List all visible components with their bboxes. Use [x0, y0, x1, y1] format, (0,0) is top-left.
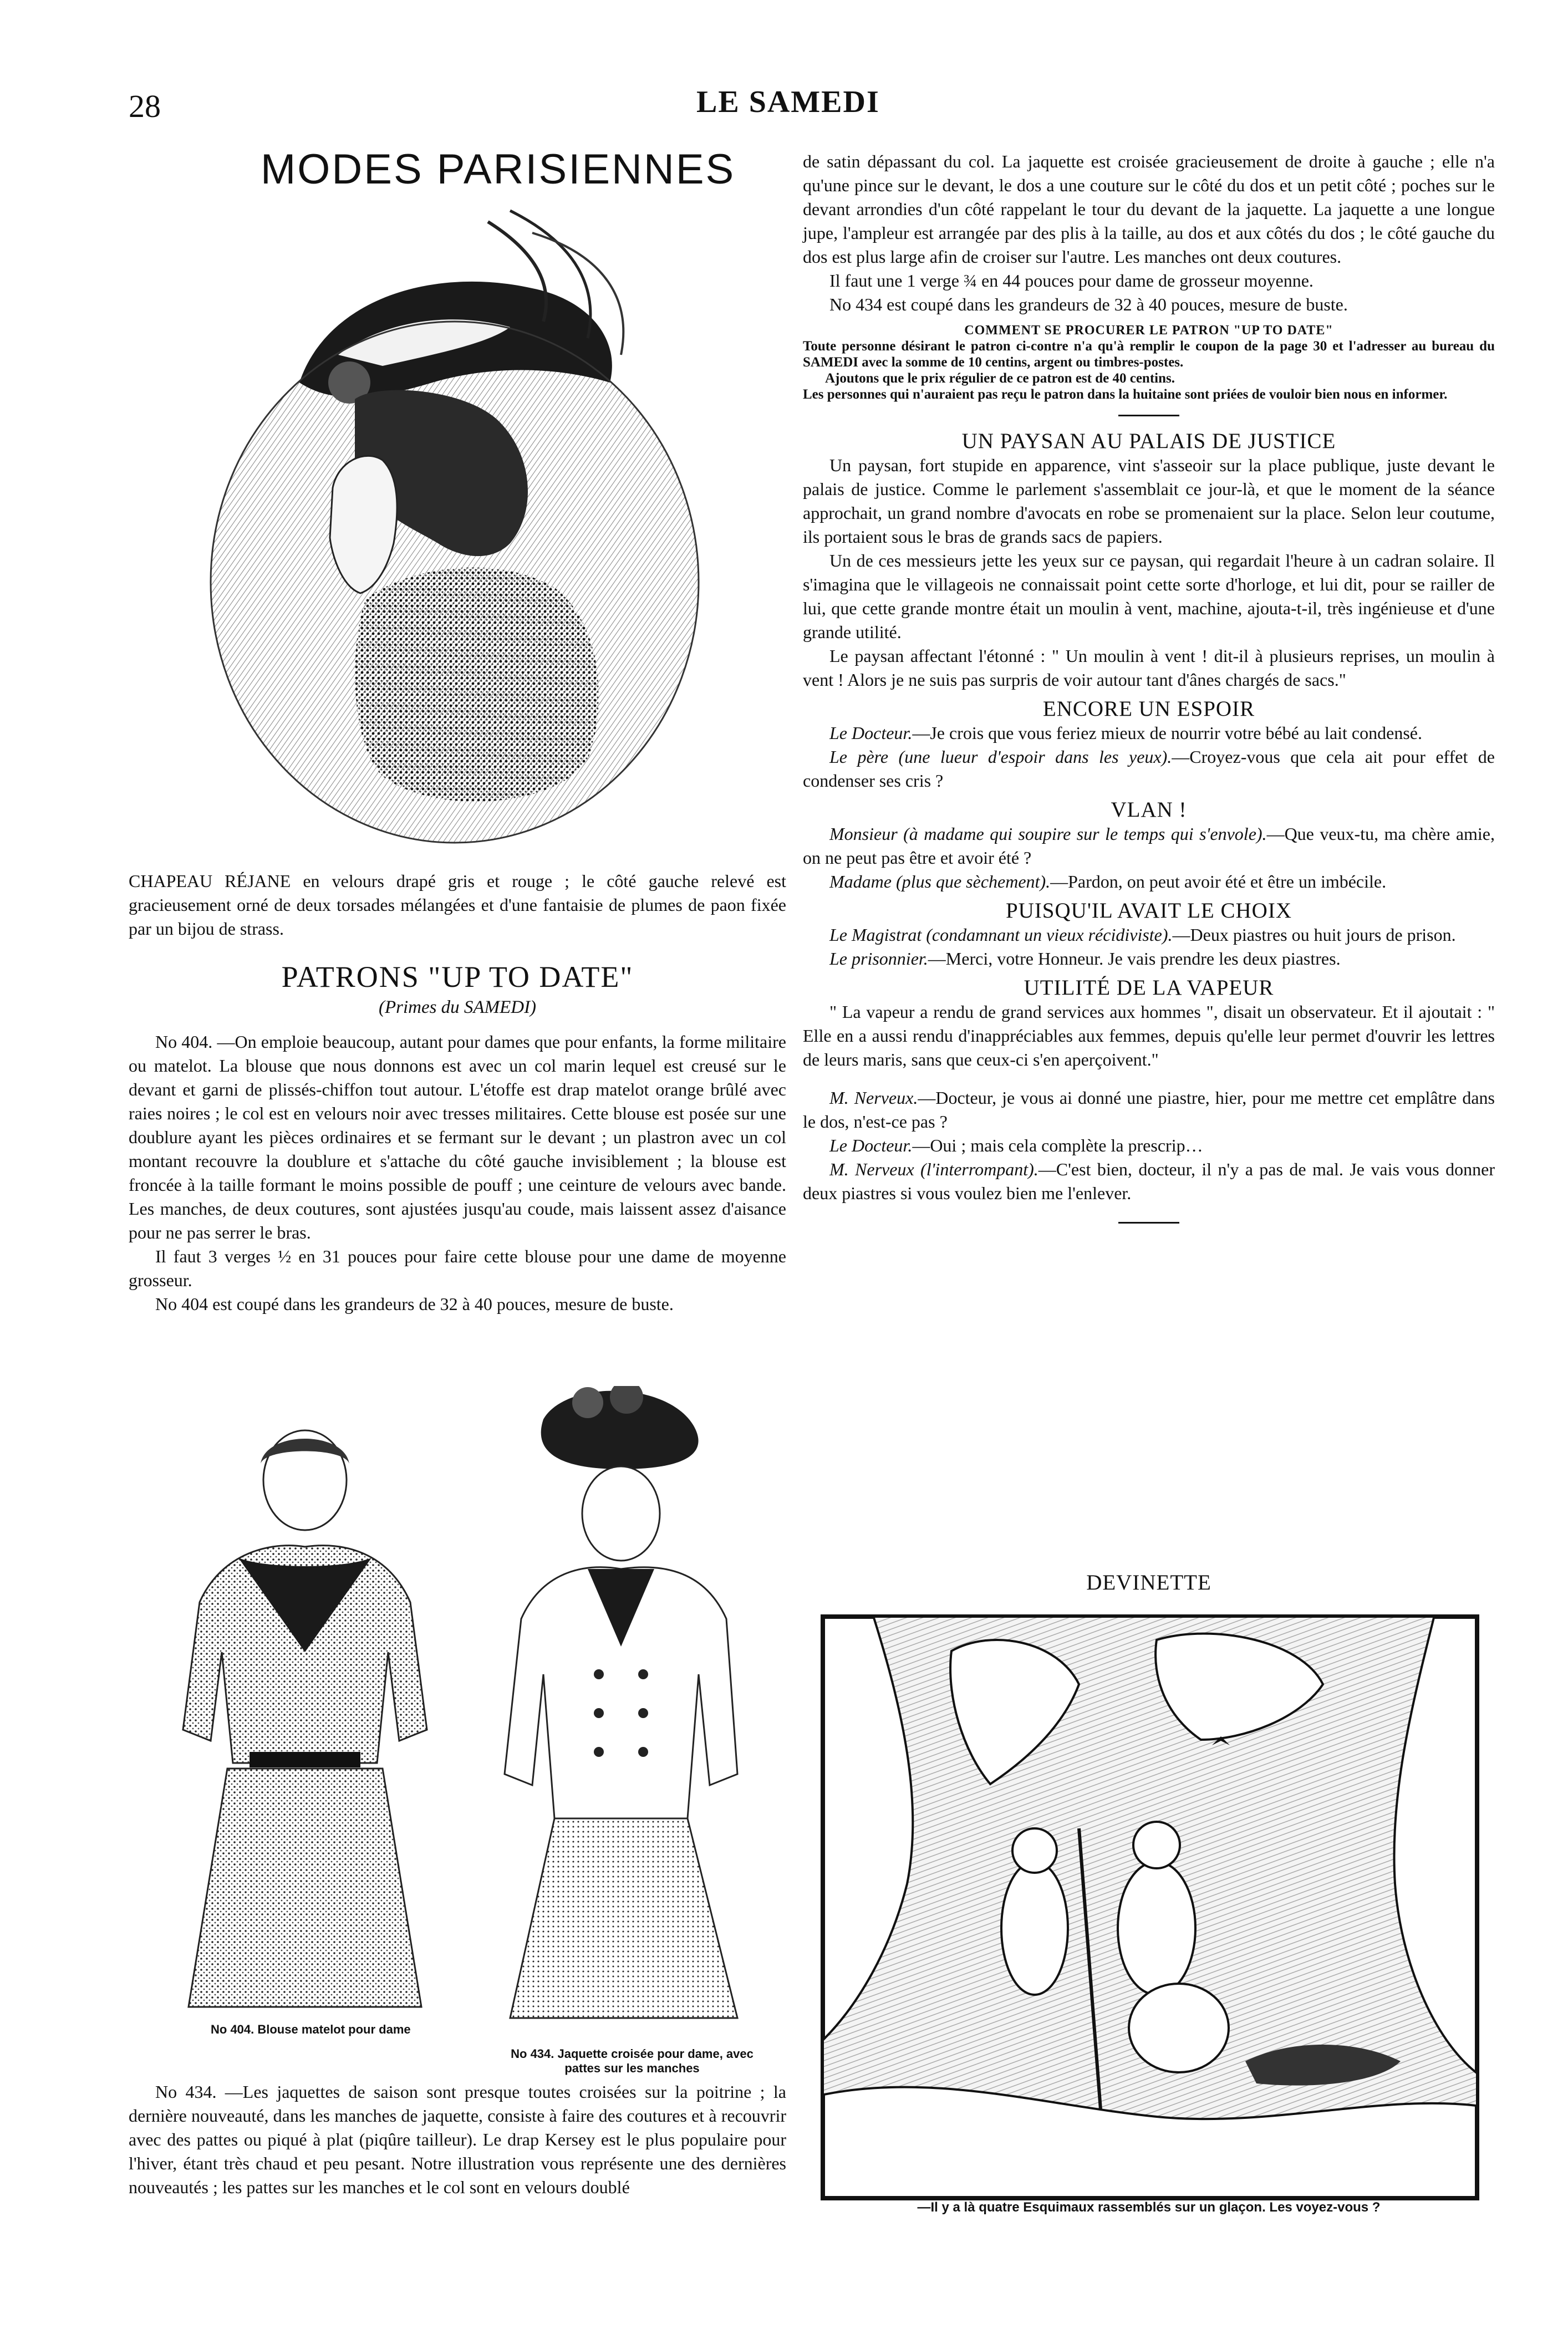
- espoir-line-1: [803, 721, 1495, 745]
- pattern-434-description: No 434. —Les jaquettes de saison sont presque toutes croisées sur la poitrine ; la dernière nouveauté, dans les manches de jaquette, consiste à faire des coutures et à recouvrir avec des pattes ou piqué à plat (piqûre tailleur). Le drap Kersey est le plus populaire pour l'hiver, étant très chaud et peu pesant. Notre illustration vous représente une des dernières nouveautés ; les pattes sur les manches et le col sont en velours doublé: [129, 2082, 786, 2197]
- vlan-line-1: [803, 822, 1495, 870]
- vlan-speaker-1: Monsieur (à madame qui soupire sur le temps qui s'envole).: [829, 824, 1267, 844]
- nerveux-speaker-1: M. Nerveux.: [829, 1088, 918, 1108]
- espoir-title: ENCORE UN ESPOIR: [1042, 697, 1255, 721]
- blouse-404-illustration: [166, 1419, 455, 2018]
- vlan-title: VLAN !: [1111, 798, 1187, 822]
- jacket-434-illustration: [477, 1386, 776, 2029]
- nerveux-line-2: [803, 1134, 1495, 1158]
- vlan-speaker-2: Madame (plus que sèchement).: [829, 872, 1051, 891]
- choix-line-1: [803, 923, 1495, 947]
- paysan-paragraph-1: Un paysan, fort stupide en apparence, vint s'asseoir sur la place publique, juste devant le palais de justice. Comme le parlement s'assemblait ce jour-là, et que le moment de la séance approchait, un grand nombre d'avocats en robe se promenaient sur la place. Selon leur coutume, ils portaient sous le bras de grands sacs de papiers.: [803, 455, 1495, 547]
- choix-speaker-2: Le prisonnier.: [829, 949, 928, 969]
- devinette-puzzle-illustration: [821, 1614, 1479, 2200]
- section-divider-2: [1118, 1222, 1179, 1224]
- pattern-order-notice: Les personnes qui n'auraient pas reçu le patron dans la huitaine sont priées de vouloir bien nous en informer.: [803, 387, 1448, 402]
- choix-text-1: —Deux piastres ou huit jours de prison.: [1172, 925, 1456, 945]
- pattern-404-sizes: No 404 est coupé dans les grandeurs de 32 à 40 pouces, mesure de buste.: [155, 1294, 674, 1314]
- espoir-text-1: —Je crois que vous feriez mieux de nourrir votre bébé au lait condensé.: [912, 723, 1422, 743]
- choix-title: PUISQU'IL AVAIT LE CHOIX: [1005, 899, 1292, 923]
- hat-portrait-illustration: [200, 200, 710, 859]
- choix-text-2: —Merci, votre Honneur. Je vais prendre les deux piastres.: [928, 949, 1341, 969]
- pattern-404-quantity: Il faut 3 verges ½ en 31 pouces pour faire cette blouse pour une dame de moyenne grosseur.: [129, 1246, 786, 1290]
- espoir-speaker-1: Le Docteur.: [829, 723, 913, 743]
- paysan-title: UN PAYSAN AU PALAIS DE JUSTICE: [961, 429, 1336, 453]
- devinette-title: DEVINETTE: [1086, 1571, 1211, 1594]
- jacket-434-caption: No 434. Jaquette croisée pour dame, avec pattes sur les manches: [511, 2047, 754, 2075]
- patrons-subtitle: (Primes du SAMEDI): [378, 997, 537, 1017]
- pattern-434-continued: de satin dépassant du col. La jaquette est croisée gracieusement de droite à gauche ; elle n'a qu'une pince sur le devant, le dos a une couture sur le côté du dos et un petit côté ; poches sur le devant arrondies d'un côté rappelant le tour du devant de la jaquette. La jaquette a une longue jupe, l'ampleur est arrangée par des plis à la taille, au dos et aux côtés du dos ; le côté gauche du dos est plus large afin de croiser sur l'autre. Les manches ont deux coutures.: [803, 151, 1495, 267]
- hat-caption: CHAPEAU RÉJANE en velours drapé gris et rouge ; le côté gauche relevé est gracieusement orné de deux torsades mélangées et d'une fantaisie de plumes de paon fixée par un bijou de strass.: [129, 871, 786, 939]
- blouse-404-caption: No 404. Blouse matelot pour dame: [211, 2022, 411, 2036]
- vlan-line-2: [803, 870, 1495, 894]
- nerveux-line-1: [803, 1086, 1495, 1134]
- section-divider: [1118, 415, 1179, 416]
- patrons-title: PATRONS "UP TO DATE": [281, 960, 634, 993]
- pattern-order-heading: COMMENT SE PROCURER LE PATRON "UP TO DATE": [964, 323, 1333, 338]
- nerveux-speaker-3: M. Nerveux (l'interrompant).: [829, 1159, 1038, 1179]
- pattern-404-description: No 404. —On emploie beaucoup, autant pour dames que pour enfants, la forme militaire ou matelot. La blouse que nous donnons est avec un col marin lequel est creusé sur le devant et garni de plissés-chiffon tout autour. L'étoffe est drap matelot orange brûlé avec raies noires ; le col est en velours noir avec tresses militaires. Cette blouse est posée sur une doublure ayant les pièces ordinaires et se fermant sur le devant ; un plastron avec un col montant recouvre la doublure et s'attache du côté gauche invisiblement ; la blouse est froncée à la taille formant le moins possible de pouff ; une ceinture de velours avec bande. Les manches, de deux coutures, sont ajustées jusqu'au coude, mais laissent assez d'aisance pour ne pas serrer le bras.: [129, 1032, 786, 1242]
- espoir-line-2: [803, 745, 1495, 793]
- pattern-434-quantity: Il faut une 1 verge ¾ en 44 pouces pour dame de grosseur moyenne.: [829, 271, 1314, 291]
- devinette-caption: —Il y a là quatre Esquimaux rassemblés sur un glaçon. Les voyez-vous ?: [917, 2200, 1381, 2215]
- nerveux-text-3: —C'est bien, docteur, il n'y a pas de mal. Je vais vous donner deux piastres si vous voulez bien me l'enlever.: [803, 1159, 1495, 1203]
- espoir-speaker-2: Le père (une lueur d'espoir dans les yeux).: [829, 747, 1172, 767]
- pattern-434-sizes: No 434 est coupé dans les grandeurs de 32 à 40 pouces, mesure de buste.: [829, 294, 1348, 314]
- masthead: LE SAMEDI: [696, 85, 880, 119]
- nerveux-text-2: —Oui ; mais cela complète la prescrip…: [912, 1135, 1203, 1155]
- page-number: 28: [129, 88, 161, 124]
- choix-speaker-1: Le Magistrat (condamnant un vieux récidiviste).: [829, 925, 1173, 945]
- espoir-text-2: —Croyez-vous que cela ait pour effet de condenser ses cris ?: [803, 747, 1495, 791]
- nerveux-text-1: —Docteur, je vous ai donné une piastre, hier, pour me mettre cet emplâtre dans le dos, n'est-ce pas ?: [803, 1088, 1495, 1132]
- vapeur-paragraph: " La vapeur a rendu de grand services aux hommes ", disait un observateur. Et il ajoutait : " Elle en a aussi rendu d'inappréciables aux femmes, depuis qu'elle leur permet d'ouvrir les lettres de leurs maris, sans que ceux-ci s'en aperçoivent.": [803, 1002, 1495, 1069]
- pattern-order-instructions: Toute personne désirant le patron ci-contre n'a qu'à remplir le coupon de la page 30 et l'adresser au bureau du SAMEDI avec la somme de 10 centins, argent ou timbres-postes.: [803, 339, 1495, 370]
- pattern-order-price: Ajoutons que le prix régulier de ce patron est de 40 centins.: [825, 371, 1175, 386]
- page-title: MODES PARISIENNES: [261, 146, 736, 193]
- vlan-text-2: —Pardon, on peut avoir été et être un imbécile.: [1050, 872, 1387, 891]
- choix-line-2: [803, 947, 1495, 971]
- nerveux-speaker-2: Le Docteur.: [829, 1135, 913, 1155]
- paysan-paragraph-3: Le paysan affectant l'étonné : " Un moulin à vent ! dit-il à plusieurs reprises, un moulin à vent ! Alors je ne suis pas surpris de voir autour tant d'ânes chargés de sacs.": [803, 646, 1495, 690]
- vlan-text-1: —Que veux-tu, ma chère amie, on ne peut pas être et avoir été ?: [803, 824, 1495, 868]
- nerveux-line-3: [803, 1158, 1495, 1205]
- paysan-paragraph-2: Un de ces messieurs jette les yeux sur ce paysan, qui regardait l'heure à un cadran solaire. Il s'imagina que le villageois ne connaissait point cette sorte d'horloge, et lui dit, pour se railler de lui, que cette grande montre était un moulin à vent, machine, ajouta-t-il, très ingénieuse et d'une grande utilité.: [803, 551, 1495, 642]
- vapeur-title: UTILITÉ DE LA VAPEUR: [1024, 976, 1274, 1000]
